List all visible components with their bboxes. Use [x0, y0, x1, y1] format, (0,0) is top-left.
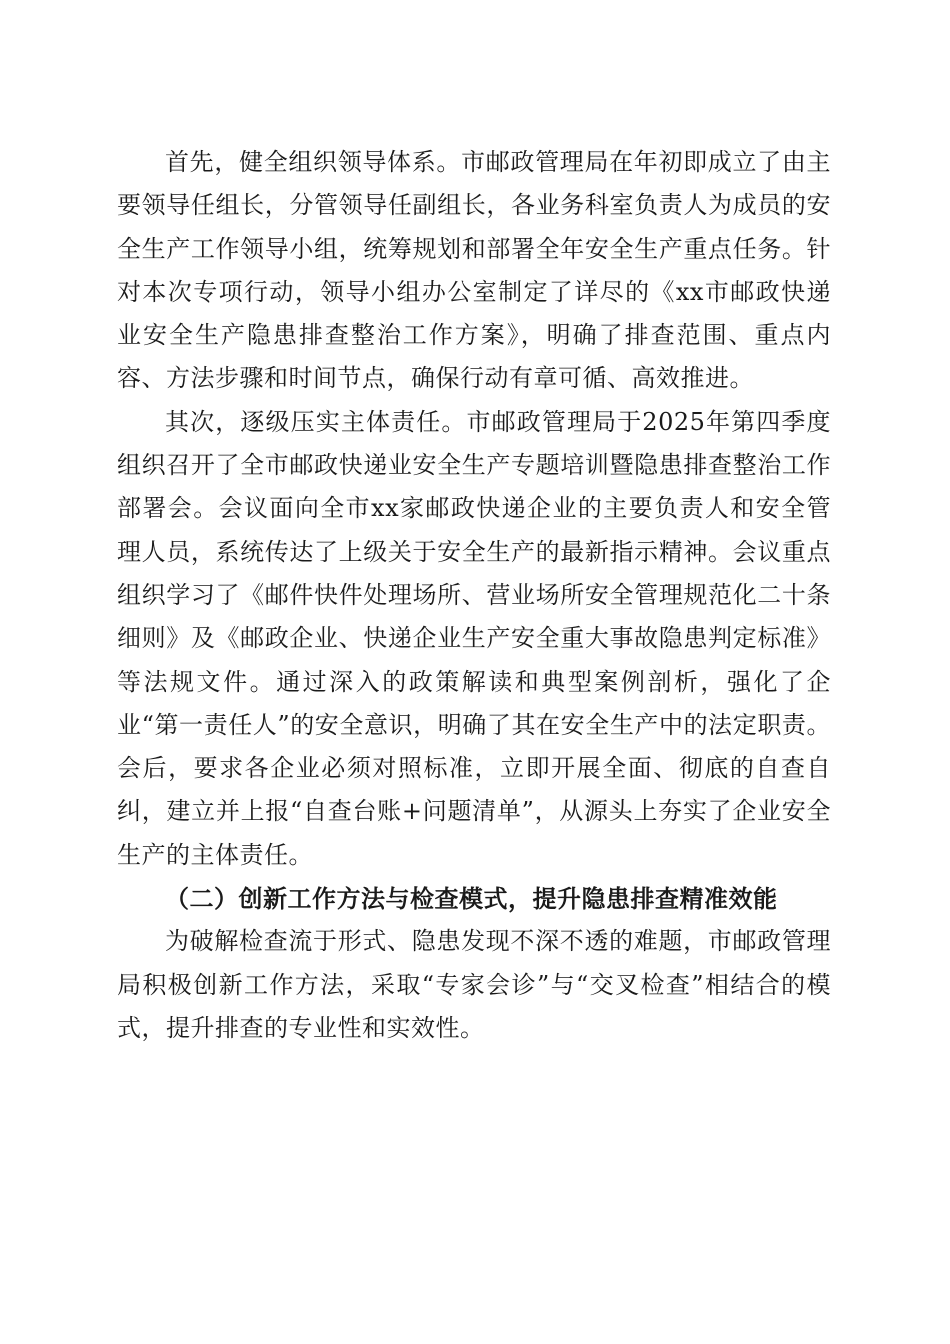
section-heading: （二）创新工作方法与检查模式，提升隐患排查精准效能: [165, 884, 778, 914]
paragraph-organization-system: 首先，健全组织领导体系。市邮政管理局在年初即成立了由主要领导任组长，分管领导任副组长，各业务科室负责人为成员的安全生产工作领导小组，统筹规划和部署全年安全生产重点任务。针对本次专项行动，领导小组办公室制定了详尽的《xx市邮政快递业安全生产隐患排查整治工作方案》，明确了排查范围、重点内容、方法步骤和时间节点，确保行动有章可循、高效推进。: [117, 148, 831, 393]
document-body: [117, 141, 831, 1050]
paragraph-innovation-methods: 为破解检查流于形式、隐患发现不深不透的难题，市邮政管理局积极创新工作方法，采取“专家会诊”与“交叉检查”相结合的模式，提升排查的专业性和实效性。: [117, 927, 831, 1042]
paragraph-main-responsibility: 其次，逐级压实主体责任。市邮政管理局于2025年第四季度组织召开了全市邮政快递业安全生产专题培训暨隐患排查整治工作部署会。会议面向全市xx家邮政快递企业的主要负责人和安全管理人员，系统传达了上级关于安全生产的最新指示精神。会议重点组织学习了《邮件快件处理场所、营业场所安全管理规范化二十条细则》及《邮政企业、快递企业生产安全重大事故隐患判定标准》等法规文件。通过深入的政策解读和典型案例剖析，强化了企业“第一责任人”的安全意识，明确了其在安全生产中的法定职责。会后，要求各企业必须对照标准，立即开展全面、彻底的自查自纠，建立并上报“自查台账+问题清单”，从源头上夯实了企业安全生产的主体责任。: [117, 407, 831, 869]
